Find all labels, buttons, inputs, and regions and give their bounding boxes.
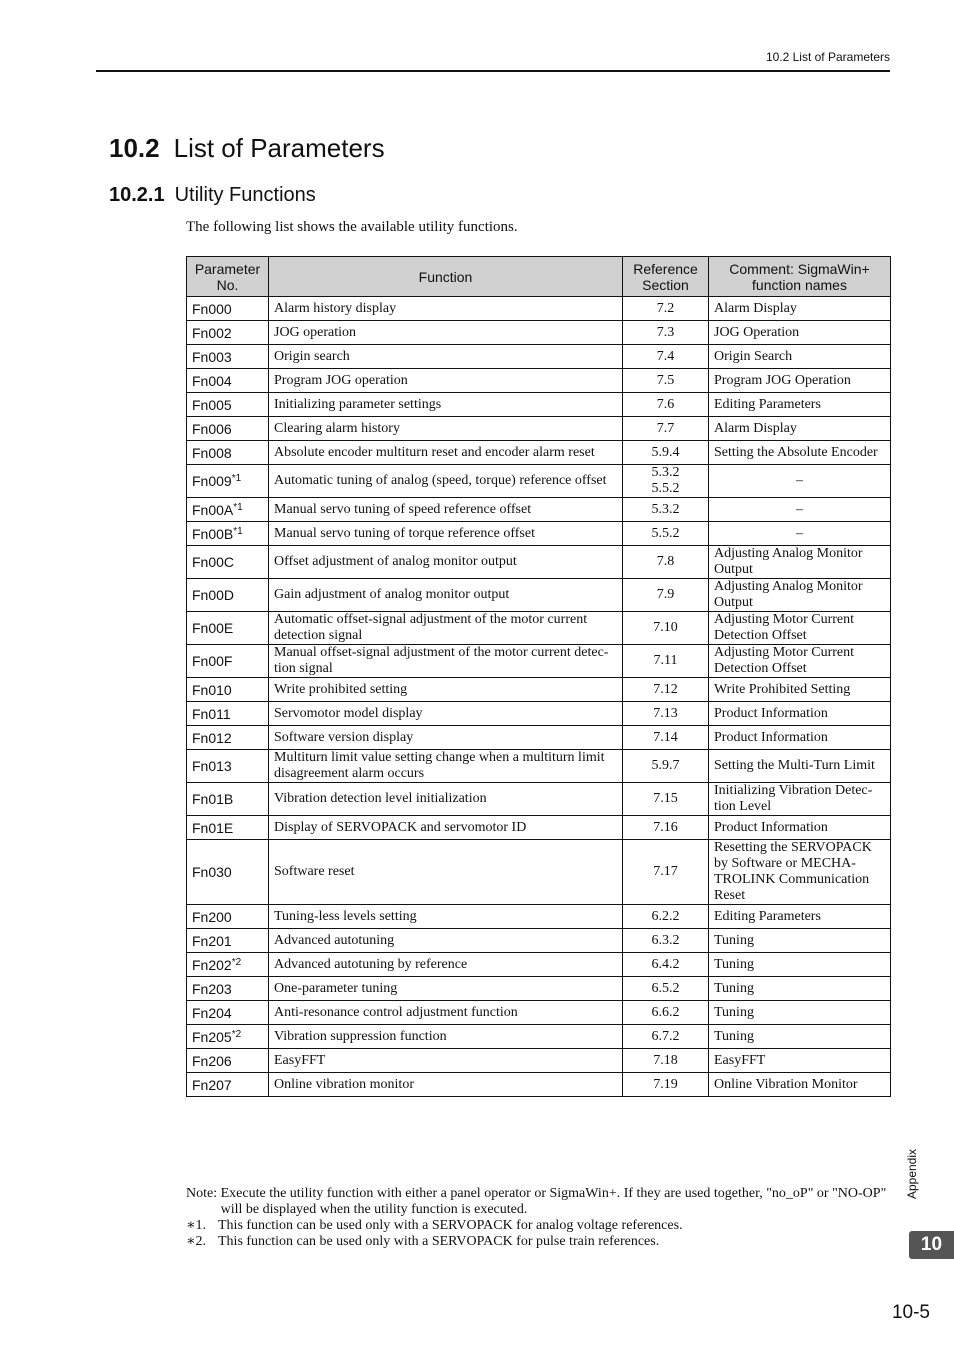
param-no-cell <box>187 750 269 783</box>
comment-cell: Adjusting Motor Current Detection Offset <box>709 612 891 645</box>
table-row <box>187 750 891 783</box>
param-no-cell <box>187 612 269 645</box>
param-no: Fn01B <box>192 791 234 807</box>
param-no-cell <box>187 1001 269 1025</box>
function-cell: Offset adjustment of analog monitor output <box>269 546 623 579</box>
footnote-mark: ∗1. <box>186 1218 207 1233</box>
reference-cell: 7.3 <box>623 321 709 345</box>
function-cell: Software version display <box>269 726 623 750</box>
param-no-cell <box>187 816 269 840</box>
table-row <box>187 953 891 977</box>
param-no: Fn00E <box>192 620 234 636</box>
comment-cell: Tuning <box>709 1001 891 1025</box>
table-row <box>187 905 891 929</box>
comment-cell: – <box>709 465 891 498</box>
function-cell: Write prohibited setting <box>269 678 623 702</box>
table-row <box>187 297 891 321</box>
header-rule <box>96 70 890 72</box>
table-row <box>187 1073 891 1097</box>
section-heading <box>109 133 385 164</box>
param-no: Fn013 <box>192 758 232 774</box>
comment-cell: JOG Operation <box>709 321 891 345</box>
header-function: Function <box>269 257 623 297</box>
reference-cell: 5.3.2 5.5.2 <box>623 465 709 498</box>
comment-cell: Editing Parameters <box>709 393 891 417</box>
subsection-heading <box>109 184 316 207</box>
note-label: Note: <box>186 1186 218 1201</box>
param-no-cell <box>187 297 269 321</box>
param-no: Fn010 <box>192 681 232 698</box>
param-no-cell <box>187 579 269 612</box>
comment-cell: Setting the Absolute Encoder <box>709 441 891 465</box>
reference-cell: 7.12 <box>623 678 709 702</box>
table-row <box>187 702 891 726</box>
comment-cell: Adjusting Analog Monitor Output <box>709 546 891 579</box>
comment-cell: Adjusting Analog Monitor Output <box>709 579 891 612</box>
comment-cell: Write Prohibited Setting <box>709 678 891 702</box>
subsection-title: Utility Functions <box>174 184 316 206</box>
notes <box>186 1186 890 1250</box>
reference-cell: 7.4 <box>623 345 709 369</box>
reference-cell: 5.3.2 <box>623 498 709 522</box>
param-no: Fn000 <box>192 300 232 317</box>
table-row <box>187 929 891 953</box>
intro-text: The following list shows the available utility functions. <box>186 219 518 235</box>
function-cell: JOG operation <box>269 321 623 345</box>
comment-cell: Origin Search <box>709 345 891 369</box>
reference-cell: 7.11 <box>623 645 709 678</box>
footnote-text: This function can be used only with a SERVOPACK for pulse train references. <box>218 1234 660 1249</box>
appendix-side-tab <box>902 1142 922 1206</box>
function-cell: Advanced autotuning <box>269 929 623 953</box>
function-cell: Tuning-less levels setting <box>269 905 623 929</box>
table-row <box>187 546 891 579</box>
table-row <box>187 1049 891 1073</box>
param-no-cell <box>187 1073 269 1097</box>
param-no-cell <box>187 321 269 345</box>
reference-cell: 7.9 <box>623 579 709 612</box>
comment-cell: Editing Parameters <box>709 905 891 929</box>
param-no-cell <box>187 783 269 816</box>
table-row <box>187 498 891 522</box>
note <box>186 1186 890 1218</box>
param-no-cell <box>187 702 269 726</box>
function-cell: Alarm history display <box>269 297 623 321</box>
function-cell: Automatic tuning of analog (speed, torque) reference offset <box>269 465 623 498</box>
reference-cell: 6.6.2 <box>623 1001 709 1025</box>
reference-cell: 7.5 <box>623 369 709 393</box>
param-no: Fn00A <box>192 501 234 518</box>
reference-cell: 7.19 <box>623 1073 709 1097</box>
table-row <box>187 441 891 465</box>
reference-cell: 7.14 <box>623 726 709 750</box>
comment-cell: Setting the Multi-Turn Limit <box>709 750 891 783</box>
param-no: Fn00D <box>192 587 235 603</box>
param-no: Fn00B <box>192 525 234 542</box>
param-no: Fn009 <box>192 473 232 489</box>
reference-cell: 6.3.2 <box>623 929 709 953</box>
reference-cell: 6.5.2 <box>623 977 709 1001</box>
utility-functions-table <box>186 256 891 1097</box>
param-no: Fn203 <box>192 980 232 997</box>
function-cell: Manual servo tuning of torque reference offset <box>269 522 623 546</box>
reference-cell: 6.2.2 <box>623 905 709 929</box>
function-cell: Manual offset-signal adjustment of the motor current detec-tion signal <box>269 645 623 678</box>
param-no-cell <box>187 498 269 522</box>
function-cell: Multiturn limit value setting change when a multiturn limit disagreement alarm occurs <box>269 750 623 783</box>
param-no: Fn01E <box>192 819 234 836</box>
reference-cell: 7.10 <box>623 612 709 645</box>
table-row <box>187 977 891 1001</box>
param-no-cell <box>187 345 269 369</box>
function-cell: Manual servo tuning of speed reference offset <box>269 498 623 522</box>
table-row <box>187 522 891 546</box>
function-cell: Online vibration monitor <box>269 1073 623 1097</box>
param-no: Fn205 <box>192 1028 232 1045</box>
param-no: Fn008 <box>192 444 232 461</box>
footnote-2 <box>186 1234 890 1250</box>
section-number: 10.2 <box>109 133 160 163</box>
param-no: Fn202 <box>192 956 232 973</box>
param-no-cell <box>187 1025 269 1049</box>
param-no: Fn011 <box>192 705 231 722</box>
param-no: Fn002 <box>192 324 232 341</box>
reference-cell: 5.9.7 <box>623 750 709 783</box>
comment-cell: Product Information <box>709 702 891 726</box>
footnote-ref: *1 <box>233 501 243 513</box>
side-tab-label: Appendix <box>905 1148 919 1200</box>
footnote-ref: *1 <box>231 473 242 484</box>
reference-cell: 7.2 <box>623 297 709 321</box>
footnote-1 <box>186 1218 890 1234</box>
footnote-ref: *2 <box>231 1028 242 1040</box>
param-no: Fn003 <box>192 348 232 365</box>
comment-cell: Resetting the SERVOPACK by Software or MECHA-TROLINK Communication Reset <box>709 840 891 905</box>
table-body <box>187 297 891 1097</box>
comment-cell: Tuning <box>709 929 891 953</box>
param-no-cell <box>187 441 269 465</box>
comment-cell: EasyFFT <box>709 1049 891 1073</box>
reference-cell: 7.18 <box>623 1049 709 1073</box>
function-cell: Software reset <box>269 840 623 905</box>
function-cell: Initializing parameter settings <box>269 393 623 417</box>
reference-cell: 7.17 <box>623 840 709 905</box>
param-no-cell <box>187 953 269 977</box>
function-cell: Advanced autotuning by reference <box>269 953 623 977</box>
function-cell: Anti-resonance control adjustment function <box>269 1001 623 1025</box>
comment-cell: Initializing Vibration Detec-tion Level <box>709 783 891 816</box>
param-no-cell <box>187 417 269 441</box>
table-row <box>187 1001 891 1025</box>
param-no: Fn012 <box>192 729 232 746</box>
param-no: Fn206 <box>192 1052 232 1069</box>
param-no: Fn00F <box>192 653 233 669</box>
function-cell: EasyFFT <box>269 1049 623 1073</box>
param-no: Fn201 <box>192 932 232 949</box>
page-number: 10-5 <box>891 1302 930 1323</box>
reference-cell: 7.16 <box>623 816 709 840</box>
reference-cell: 7.7 <box>623 417 709 441</box>
function-cell: Vibration detection level initialization <box>269 783 623 816</box>
param-no: Fn204 <box>192 1004 232 1021</box>
comment-cell: Tuning <box>709 977 891 1001</box>
param-no-cell <box>187 678 269 702</box>
chapter-badge: 10 <box>909 1231 954 1259</box>
param-no-cell <box>187 1049 269 1073</box>
param-no-cell <box>187 369 269 393</box>
function-cell: Servomotor model display <box>269 702 623 726</box>
table-header-row <box>187 257 891 297</box>
function-cell: Program JOG operation <box>269 369 623 393</box>
function-cell: Origin search <box>269 345 623 369</box>
header-param-no: Parameter No. <box>187 257 269 297</box>
reference-cell: 7.15 <box>623 783 709 816</box>
param-no: Fn005 <box>192 396 232 413</box>
header-reference: Reference Section <box>623 257 709 297</box>
running-header: 10.2 List of Parameters <box>765 50 890 64</box>
footnote-ref: *2 <box>231 956 242 968</box>
footnote-text: This function can be used only with a SERVOPACK for analog voltage references. <box>218 1218 683 1233</box>
footnote-ref: *1 <box>233 525 243 537</box>
table-row <box>187 645 891 678</box>
table-row <box>187 816 891 840</box>
param-no-cell <box>187 546 269 579</box>
reference-cell: 5.9.4 <box>623 441 709 465</box>
param-no-cell <box>187 645 269 678</box>
table-row <box>187 783 891 816</box>
param-no-cell <box>187 726 269 750</box>
comment-cell: Alarm Display <box>709 417 891 441</box>
comment-cell: Alarm Display <box>709 297 891 321</box>
param-no: Fn004 <box>192 372 232 389</box>
param-no: Fn006 <box>192 420 232 437</box>
reference-cell: 7.13 <box>623 702 709 726</box>
param-no: Fn200 <box>192 908 232 925</box>
param-no-cell <box>187 393 269 417</box>
function-cell: One-parameter tuning <box>269 977 623 1001</box>
table-row <box>187 465 891 498</box>
comment-cell: Adjusting Motor Current Detection Offset <box>709 645 891 678</box>
reference-cell: 6.4.2 <box>623 953 709 977</box>
table-row <box>187 840 891 905</box>
table-row <box>187 1025 891 1049</box>
table-row <box>187 321 891 345</box>
param-no-cell <box>187 905 269 929</box>
comment-cell: Program JOG Operation <box>709 369 891 393</box>
function-cell: Absolute encoder multiturn reset and encoder alarm reset <box>269 441 623 465</box>
section-title: List of Parameters <box>173 133 385 163</box>
comment-cell: – <box>709 498 891 522</box>
table-row <box>187 678 891 702</box>
table-row <box>187 726 891 750</box>
function-cell: Clearing alarm history <box>269 417 623 441</box>
param-no-cell <box>187 465 269 498</box>
comment-cell: Product Information <box>709 726 891 750</box>
header-comment: Comment: SigmaWin+ function names <box>709 257 891 297</box>
param-no-cell <box>187 977 269 1001</box>
param-no-cell <box>187 929 269 953</box>
note-text: Execute the utility function with either a panel operator or SigmaWin+. If they are used together, "no_oP" or "NO-OP" will be displayed when the utility function is executed. <box>220 1186 887 1217</box>
param-no: Fn00C <box>192 554 235 570</box>
table-row <box>187 417 891 441</box>
param-no-cell <box>187 840 269 905</box>
comment-cell: Tuning <box>709 1025 891 1049</box>
reference-cell: 5.5.2 <box>623 522 709 546</box>
param-no-cell <box>187 522 269 546</box>
comment-cell: Online Vibration Monitor <box>709 1073 891 1097</box>
footnote-mark: ∗2. <box>186 1234 207 1249</box>
function-cell: Display of SERVOPACK and servomotor ID <box>269 816 623 840</box>
table-row <box>187 579 891 612</box>
comment-cell: Product Information <box>709 816 891 840</box>
comment-cell: – <box>709 522 891 546</box>
reference-cell: 7.6 <box>623 393 709 417</box>
table-row <box>187 369 891 393</box>
reference-cell: 6.7.2 <box>623 1025 709 1049</box>
param-no: Fn207 <box>192 1076 232 1093</box>
function-cell: Automatic offset-signal adjustment of the motor current detection signal <box>269 612 623 645</box>
function-cell: Gain adjustment of analog monitor output <box>269 579 623 612</box>
reference-cell: 7.8 <box>623 546 709 579</box>
table-row <box>187 345 891 369</box>
subsection-number: 10.2.1 <box>109 184 165 206</box>
param-no: Fn030 <box>192 864 232 880</box>
comment-cell: Tuning <box>709 953 891 977</box>
table-row <box>187 393 891 417</box>
function-cell: Vibration suppression function <box>269 1025 623 1049</box>
table-row <box>187 612 891 645</box>
